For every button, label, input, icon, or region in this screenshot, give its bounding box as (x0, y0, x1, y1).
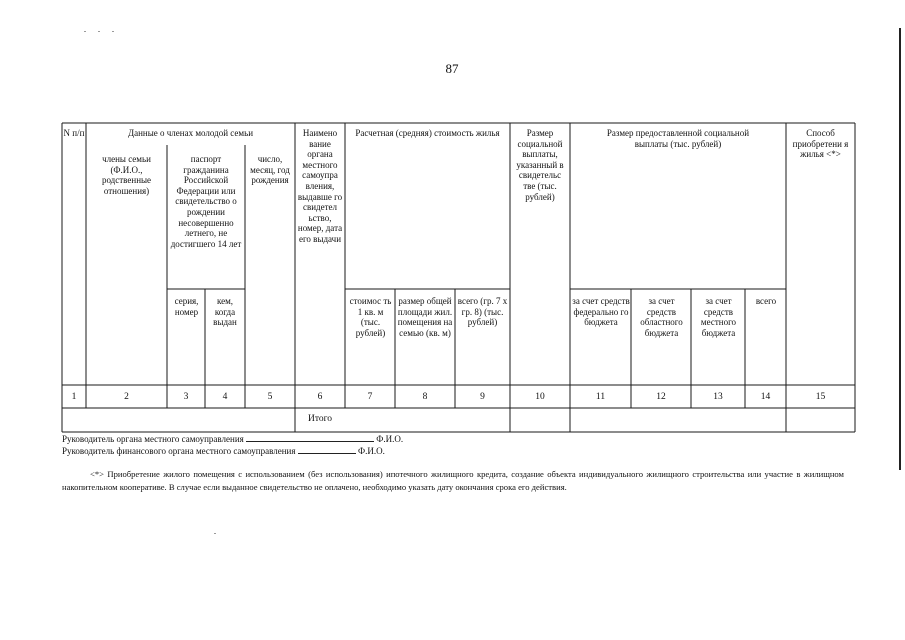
header-housing-cost: Расчетная (средняя) стоимость жилья (355, 128, 500, 138)
signature-blank (246, 433, 374, 442)
header-row-number: N п/п (63, 128, 85, 138)
column-number: 8 (422, 392, 428, 402)
signature-blank (298, 445, 356, 454)
column-number: 10 (535, 392, 545, 402)
header-acquisition-method: Способ приобретени я жилья <*> (792, 128, 849, 160)
column-number: 13 (713, 392, 723, 402)
column-number: 15 (815, 392, 826, 402)
column-number: 6 (317, 392, 323, 402)
signature-local-head-label: Руководитель органа местного самоуправления (62, 434, 244, 444)
signature-fio: Ф.И.О. (376, 434, 404, 444)
header-cost-per-sqm: стоимос ть 1 кв. м (тыс. рублей) (349, 296, 392, 338)
header-family-members: члены семьи (Ф.И.О., родственные отношения) (101, 154, 152, 196)
header-issuing-authority: Наимено вание органа местного самоупра вления, выдавше го свидетел ьство, номер, дата его выдачи (297, 128, 343, 244)
signature-finance-head (62, 445, 385, 457)
column-number: 2 (124, 392, 129, 402)
column-number: 14 (760, 392, 771, 402)
header-living-area: размер общей площади жил. помещения на семью (кв. м) (397, 296, 453, 338)
signature-finance-head-label: Руководитель финансового органа местного самоуправления (62, 446, 296, 456)
header-total-cost: всего (гр. 7 х гр. 8) (тыс. рублей) (457, 296, 508, 328)
page-number: 87 (445, 61, 459, 76)
total-row-label: Итого (307, 414, 333, 424)
column-number: 1 (71, 392, 77, 402)
column-number: 7 (367, 392, 373, 402)
header-certificate-payment: Размер социальной выплаты, указанный в свидетельс тве (тыс. рублей) (516, 128, 564, 202)
signature-fio: Ф.И.О. (357, 446, 385, 456)
header-provided-payment: Размер предоставленной социальной выплаты (тыс. рублей) (606, 128, 750, 149)
column-number: 11 (595, 392, 606, 402)
column-number: 4 (222, 392, 228, 402)
header-local-budget: за счет средств местного бюджета (700, 296, 737, 338)
header-passport-series: серия, номер (174, 296, 199, 317)
column-number: 3 (183, 392, 189, 402)
header-federal-budget: за счет средств федерально го бюджета (572, 296, 630, 328)
footnote: <*> Приобретение жилого помещения с использованием (без использования) ипотечного жилищного кредита, создание объекта индивидуального жилищного строительства или участие в жилищном накопительном кооперативе. В случае если выданное свидетельство не оплачено, необходимо указать дату окончания срока его действия. (62, 469, 844, 492)
column-number: 5 (267, 392, 273, 402)
header-provided-total: всего (755, 296, 777, 306)
column-number: 9 (480, 392, 485, 402)
signature-local-head (62, 433, 403, 445)
header-regional-budget: за счет средств областного бюджета (640, 296, 683, 338)
header-family-data: Данные о членах молодой семьи (127, 128, 254, 138)
header-birth-date: число, месяц, год рождения (250, 154, 290, 186)
header-issued-by: кем, когда выдан (213, 296, 237, 328)
header-passport: паспорт гражданина Российской Федерации или свидетельство о рождении несовершенно летнего, не достигшего 14 лет (170, 154, 242, 249)
column-number: 12 (656, 392, 666, 402)
